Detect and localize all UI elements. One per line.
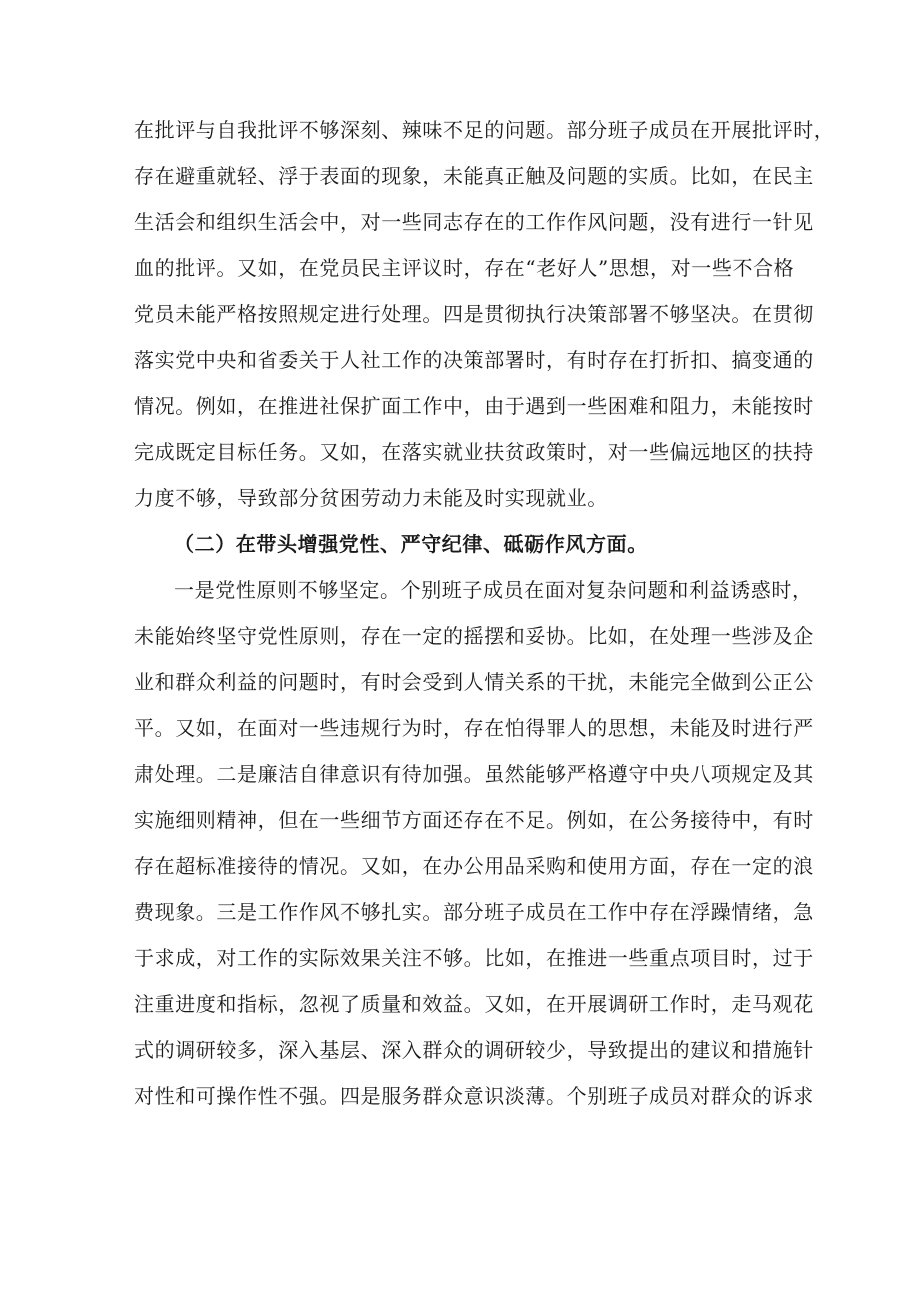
paragraph-2-line-9: 于求成，对工作的实际效果关注不够。比如，在推进一些重点项目时，过于 bbox=[134, 946, 814, 970]
paragraph-2-line-6: 实施细则精神，但在一些细节方面还存在不足。例如，在公务接待中，有时 bbox=[134, 808, 814, 832]
paragraph-1-line-2: 存在避重就轻、浮于表面的现象，未能真正触及问题的实质。比如，在民主 bbox=[134, 164, 814, 188]
paragraph-2-line-12: 对性和可操作性不强。四是服务群众意识淡薄。个别班子成员对群众的诉求 bbox=[134, 1084, 814, 1108]
paragraph-2-line-3: 业和群众利益的问题时，有时会受到人情关系的干扰，未能完全做到公正公 bbox=[134, 670, 814, 694]
paragraph-2-line-1: 一是党性原则不够坚定。个别班子成员在面对复杂问题和利益诱惑时， bbox=[174, 578, 813, 602]
paragraph-2-line-2: 未能始终坚守党性原则，存在一定的摇摆和妥协。比如，在处理一些涉及企 bbox=[134, 624, 814, 648]
paragraph-1-line-9: 力度不够，导致部分贫困劳动力未能及时实现就业。 bbox=[134, 486, 608, 510]
paragraph-1-line-7: 情况。例如，在推进社保扩面工作中，由于遇到一些困难和阻力，未能按时 bbox=[134, 394, 814, 418]
paragraph-1-line-8: 完成既定目标任务。又如，在落实就业扶贫政策时，对一些偏远地区的扶持 bbox=[134, 440, 814, 464]
paragraph-1-line-3: 生活会和组织生活会中，对一些同志存在的工作作风问题，没有进行一针见 bbox=[134, 210, 814, 234]
paragraph-2-line-11: 式的调研较多，深入基层、深入群众的调研较少，导致提出的建议和措施针 bbox=[134, 1038, 814, 1062]
paragraph-2-line-5: 肃处理。二是廉洁自律意识有待加强。虽然能够严格遵守中央八项规定及其 bbox=[134, 762, 814, 786]
paragraph-2-line-4: 平。又如，在面对一些违规行为时，存在怕得罪人的思想，未能及时进行严 bbox=[134, 716, 814, 740]
paragraph-2-line-7: 存在超标准接待的情况。又如，在办公用品采购和使用方面，存在一定的浪 bbox=[134, 854, 814, 878]
paragraph-1-line-6: 落实党中央和省委关于人社工作的决策部署时，有时存在打折扣、搞变通的 bbox=[134, 348, 814, 372]
paragraph-2-line-10: 注重进度和指标，忽视了质量和效益。又如，在开展调研工作时，走马观花 bbox=[134, 992, 814, 1016]
paragraph-1-line-5: 党员未能严格按照规定进行处理。四是贯彻执行决策部署不够坚决。在贯彻 bbox=[134, 302, 814, 326]
paragraph-2-line-8: 费现象。三是工作作风不够扎实。部分班子成员在工作中存在浮躁情绪，急 bbox=[134, 900, 814, 924]
paragraph-1-line-1: 在批评与自我批评不够深刻、辣味不足的问题。部分班子成员在开展批评时， bbox=[134, 118, 835, 142]
section-heading: （二）在带头增强党性、严守纪律、砥砺作风方面。 bbox=[174, 532, 648, 556]
paragraph-1-line-4: 血的批评。又如，在党员民主评议时，存在“老好人”思想，对一些不合格 bbox=[134, 256, 795, 280]
